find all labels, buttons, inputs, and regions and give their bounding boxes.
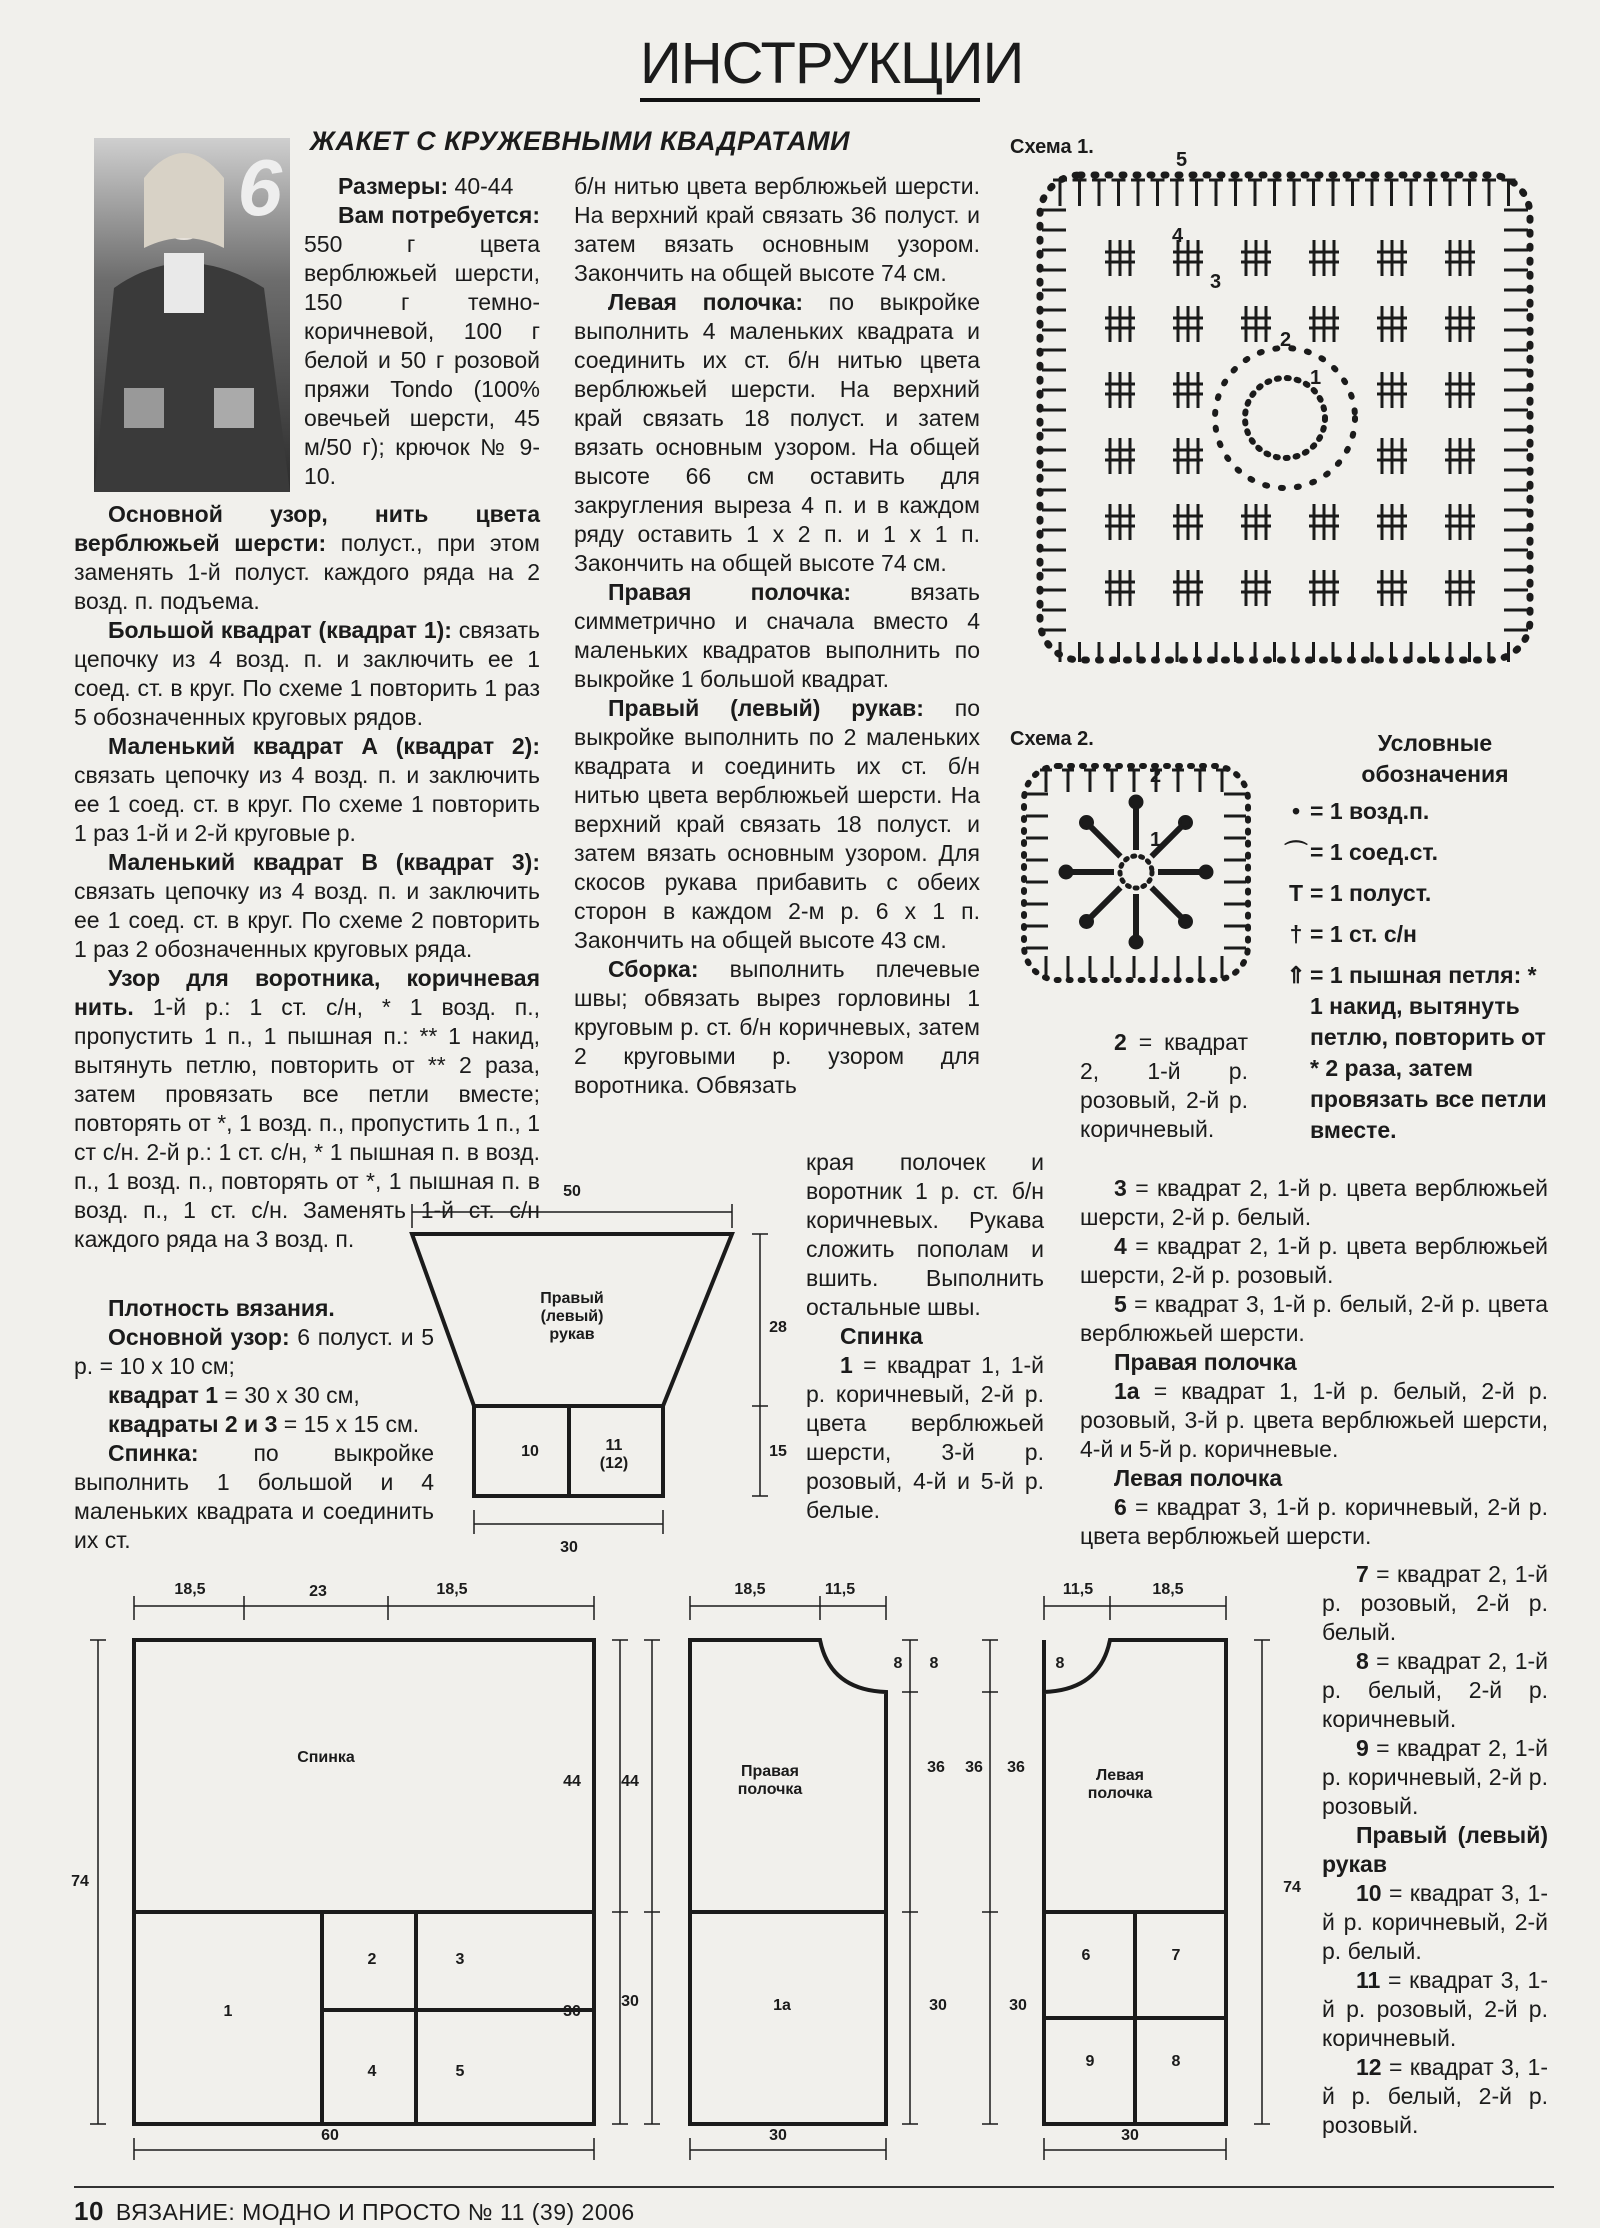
paragraph-heading: Правая полочка: (608, 579, 852, 605)
sleeve-sq-b2: (12) (599, 1455, 629, 1472)
paragraph-heading: Вам потребуется: (338, 202, 540, 228)
paragraph-text: края полочек и воротник 1 р. ст. б/н коричневых. Рукава сложить пополам и вшить. Выполнить остальные швы. (806, 1149, 1044, 1320)
paragraph-text: по выкройке выполнить по 2 маленьких квадрата и соединить их ст. б/н нитью цвета верблюжьей шерсти. На верхний край связать 18 полуст. и затем вязать основным узором. Для скосов рукава прибавить с обеих сторон в каждом 2-м р. 6 x 1 п. Закончить на общей высоте 43 см. (574, 695, 980, 953)
paragraph-heading: Большой квадрат (квадрат 1): (108, 617, 452, 643)
paragraph-text: 1-й р.: 1 ст. с/н, * 1 возд. п., пропустить 1 п., 1 пышная п.: ** 1 накид, вытянуть петлю, повторить от ** 2 раза, затем провязать все петли вместе; повторять от *, 1 возд. п., пропустить 1 п., 1 ст с/н. 2-й р.: 1 ст. с/н, * 1 пышная п. в возд. п., 1 возд. п., повторять от *, 1 пышная п. в возд. п., 1 ст. с/н. Заменять 1-й ст. с/н каждого ряда на 3 возд. п. (74, 994, 540, 1252)
paragraph-text: по выкройке выполнить 1 большой и 4 маленьких квадрата и соединить их ст. (74, 1440, 434, 1553)
paragraph-text: = квадрат 1, 1-й р. белый, 2-й р. розовый, 3-й р. цвета верблюжьей шерсти, 4-й и 5-й р. коричневые. (1080, 1378, 1548, 1462)
paragraph-heading: Спинка: (108, 1440, 199, 1466)
scheme-2-label: Схема 2. (1010, 728, 1094, 750)
left-front-sq-7: 7 (1171, 1947, 1181, 1964)
left-front-h-lower: 30 (1009, 1997, 1027, 2014)
paragraph-text: = квадрат 2, 1-й р. розовый, 2-й р. коричневый. (1080, 1029, 1248, 1142)
left-front-bottom: 30 (1121, 2127, 1139, 2144)
scheme-1-row-2: 2 (1280, 329, 1292, 351)
paragraph-heading: 11 (1356, 1967, 1381, 1993)
paragraph-text: связать цепочку из 4 возд. п. и заключить ее 1 соед. ст. в круг. По схеме 2 повторить 1 раз 2 обозначенных круговых ряда. (74, 878, 540, 962)
paragraph-heading: Маленький квадрат В (квадрат 3): (108, 849, 540, 875)
paragraph-heading: 3 (1114, 1175, 1127, 1201)
paragraph-heading: Правая полочка (1114, 1349, 1297, 1375)
scheme-1-row-3: 3 (1210, 271, 1222, 293)
paragraph-heading: Спинка (840, 1323, 923, 1349)
paragraph-heading: 4 (1114, 1233, 1127, 1259)
paragraph-heading: Плотность вязания. (108, 1295, 335, 1321)
paragraph-heading: 5 (1114, 1291, 1127, 1317)
magazine-title: ВЯЗАНИЕ: МОДНО И ПРОСТО № 11 (39) 2006 (115, 2199, 635, 2225)
back-label: Спинка (297, 1749, 355, 1766)
right-front-neck-2: 8 (893, 1655, 903, 1672)
right-front-neck: 8 (929, 1655, 939, 1672)
legend-title: Условные обозначения (1361, 730, 1509, 787)
scheme-2-row-2: 2 (1150, 765, 1162, 787)
footer-rule (74, 2186, 1554, 2188)
right-front-label-2: полочка (737, 1781, 803, 1798)
left-front-neck: 8 (1055, 1655, 1065, 1672)
scheme-1-row-5: 5 (1176, 150, 1188, 171)
sleeve-sq-b: 11 (605, 1437, 623, 1454)
sleeve-pattern (412, 1204, 768, 1534)
paragraph-text: связать цепочку из 4 возд. п. и заключить ее 1 соед. ст. в круг. По схеме 1 повторить 1 раз 1-й и 2-й круговые р. (74, 762, 540, 846)
paragraph-text: = квадрат 3, 1-й р. белый, 2-й р. цвета верблюжьей шерсти. (1080, 1291, 1548, 1346)
left-front-w2: 18,5 (1152, 1581, 1184, 1598)
legend-text: = 1 пышная петля: * 1 накид, вытянуть петлю, повторить от * 2 раза, затем провязать все петли вместе. (1310, 962, 1547, 1143)
paragraph-text: = квадрат 2, 1-й р. белый, 2-й р. коричневый. (1322, 1648, 1548, 1732)
right-front-h-lower: 30 (621, 1993, 639, 2010)
paragraph-text: полуст., при этом заменять 1-й полуст. каждого ряда на 2 возд. п. подъема. (74, 530, 540, 614)
back-h-upper: 44 (563, 1773, 581, 1790)
paragraph-heading: Размеры: (338, 173, 449, 199)
legend-symbol: T (1288, 880, 1304, 906)
back-w2: 23 (309, 1583, 327, 1600)
paragraph-text: б/н нитью цвета верблюжьей шерсти. На верхний край связать 36 полуст. и затем вязать основным узором. Закончить на общей высоте 74 см. (574, 173, 980, 286)
back-w1: 18,5 (174, 1581, 206, 1598)
sleeve-top-dim: 50 (563, 1183, 581, 1200)
paragraph-heading: 1 (840, 1352, 853, 1378)
paragraph-heading: 6 (1114, 1494, 1127, 1520)
sleeve-h-lower: 15 (769, 1443, 787, 1460)
article-title: ЖАКЕТ С КРУЖЕВНЫМИ КВАДРАТАМИ (310, 126, 850, 156)
paragraph-heading: Левая полочка: (608, 289, 804, 315)
paragraph-text: 40-44 (448, 173, 514, 199)
legend-text: = 1 соед.ст. (1310, 839, 1439, 865)
left-front-sq-6: 6 (1081, 1947, 1091, 1964)
paragraph-heading: Основной узор, нить цвета верблюжьей шерсти: (74, 501, 540, 556)
left-front-pattern (982, 1596, 1270, 2160)
right-front-w2: 11,5 (824, 1581, 856, 1598)
paragraph-heading: 9 (1356, 1735, 1369, 1761)
scheme-1-row-1: 1 (1310, 367, 1322, 389)
right-front-h-mid: 36 (927, 1759, 945, 1776)
back-sq-3: 3 (455, 1951, 465, 1968)
paragraph-heading: Левая полочка (1114, 1465, 1283, 1491)
right-front-h-lower-2: 30 (929, 1997, 947, 2014)
paragraph-text: = квадрат 3, 1-й р. белый, 2-й р. розовый. (1322, 2054, 1548, 2138)
paragraph-heading: Правый (левый) рукав: (608, 695, 924, 721)
paragraph-text: связать цепочку из 4 возд. п. и заключить ее 1 соед. ст. в круг. По схеме 1 повторить 1 раз 5 обозначенных круговых рядов. (74, 617, 541, 730)
paragraph-text: = квадрат 3, 1-й р. коричневый, 2-й р. цвета верблюжьей шерсти. (1080, 1494, 1548, 1549)
scheme-1-label: Схема 1. (1010, 136, 1094, 158)
legend-text: = 1 возд.п. (1310, 798, 1430, 824)
left-front-sq-9: 9 (1085, 2053, 1095, 2070)
scheme-1-row-4: 4 (1172, 225, 1184, 247)
paragraph-text: = 15 x 15 см. (277, 1411, 420, 1437)
legend-symbol: ⇑ (1286, 962, 1306, 988)
paragraph-heading: Правый (левый) рукав (1322, 1822, 1548, 1877)
paragraph-text: = квадрат 2, 1-й р. цвета верблюжьей шерсти, 2-й р. розовый. (1080, 1233, 1548, 1288)
paragraph-heading: Сборка: (608, 956, 699, 982)
left-front-w1: 11,5 (1062, 1581, 1094, 1598)
paragraph-text: вязать симметрично и сначала вместо 4 маленьких квадратов выполнить по выкройке 1 большой квадрат. (574, 579, 980, 692)
paragraph-heading: Узор для воротника, коричневая нить. (74, 965, 540, 1020)
paragraph-heading: 12 (1356, 2054, 1382, 2080)
scheme-2-row-1: 1 (1150, 829, 1162, 851)
right-front-pattern (644, 1596, 918, 2160)
right-front-h-upper: 44 (621, 1773, 639, 1790)
left-front-sq-8: 8 (1171, 2053, 1181, 2070)
left-front-label-1: Левая (1096, 1767, 1144, 1784)
paragraph-heading: Маленький квадрат А (квадрат 2): (108, 733, 540, 759)
legend-text: = 1 полуст. (1310, 880, 1432, 906)
left-front-h-total: 74 (1283, 1879, 1301, 1896)
paragraph-heading: 8 (1356, 1648, 1369, 1674)
sleeve-sq-a: 10 (521, 1443, 539, 1460)
paragraph-heading: 10 (1356, 1880, 1382, 1906)
back-bottom: 60 (321, 2127, 339, 2144)
paragraph-text: = 30 x 30 см, (218, 1382, 360, 1408)
paragraph-text: выполнить плечевые швы; обвязать вырез горловины 1 круговым р. ст. б/н коричневых, затем 2 круговыми р. узором для воротника. Обвязать (574, 956, 980, 1098)
paragraph-heading: квадраты 2 и 3 (108, 1411, 278, 1437)
article-number: 6 (237, 143, 282, 232)
right-front-w1: 18,5 (734, 1581, 766, 1598)
paragraph-heading: Основной узор: (108, 1324, 290, 1350)
right-front-bottom: 30 (769, 2127, 787, 2144)
back-h-total: 74 (71, 1873, 89, 1890)
sleeve-bottom-dim: 30 (560, 1539, 578, 1556)
paragraph-text: 550 г цвета верблюжьей шерсти, 150 г темно-коричневой, 100 г белой и 50 г розовой пряжи Tondo (100% овечьей шерсти, 45 м/50 г); крючок № 9-10. (304, 231, 540, 489)
legend-text: = 1 ст. с/н (1310, 921, 1417, 947)
left-front-h-mid: 36 (965, 1759, 983, 1776)
right-front-label-1: Правая (740, 1763, 800, 1780)
legend-symbol: ⌒ (1284, 839, 1308, 865)
right-front-sq: 1a (773, 1997, 791, 2014)
legend-symbol: † (1289, 921, 1303, 947)
left-front-label-2: полочка (1087, 1785, 1153, 1802)
back-sq-5: 5 (455, 2063, 465, 2080)
footer (74, 2196, 635, 2227)
paragraph-heading: квадрат 1 (108, 1382, 219, 1408)
left-front-h-mid-2: 36 (1007, 1759, 1025, 1776)
page-number: 10 (74, 2196, 104, 2226)
legend-symbol: • (1291, 798, 1301, 824)
paragraph-text: 6 полуст. и 5 р. = 10 x 10 см; (74, 1324, 434, 1379)
sleeve-h-upper: 28 (769, 1319, 787, 1336)
sleeve-label-1: Правый (левый) рукав (540, 1290, 604, 1343)
paragraph-text: = квадрат 2, 1-й р. цвета верблюжьей шерсти, 2-й р. белый. (1080, 1175, 1548, 1230)
page-title: ИНСТРУКЦИИ (640, 34, 980, 102)
paragraph-heading: 1a (1114, 1378, 1140, 1404)
back-sq-4: 4 (367, 2063, 377, 2080)
paragraph-text: = квадрат 3, 1-й р. розовый, 2-й р. коричневый. (1322, 1967, 1548, 2051)
back-h-lower: 30 (563, 2003, 581, 2020)
paragraph-text: = квадрат 2, 1-й р. коричневый, 2-й р. розовый. (1322, 1735, 1548, 1819)
back-w3: 18,5 (436, 1581, 468, 1598)
paragraph-text: = квадрат 2, 1-й р. розовый, 2-й р. белый. (1322, 1561, 1548, 1645)
paragraph-text: = квадрат 3, 1-й р. коричневый, 2-й р. белый. (1322, 1880, 1548, 1964)
paragraph-heading: 2 (1114, 1029, 1127, 1055)
back-sq-1: 1 (223, 2003, 233, 2020)
paragraph-text: = квадрат 1, 1-й р. коричневый, 2-й р. цвета верблюжьей шерсти, 3-й р. розовый, 4-й и 5-й р. белые. (806, 1352, 1044, 1523)
back-pattern (90, 1596, 628, 2160)
back-sq-2: 2 (367, 1951, 377, 1968)
paragraph-text: по выкройке выполнить 4 маленьких квадрата и соединить их ст. б/н нитью цвета верблюжьей шерсти. На верхний край связать 18 полуст. и затем вязать основным узором. На общей высоте 66 см оставить для закругления выреза 4 п. и в каждом ряду оставить 1 x 2 п. и 1 x 1 п. Закончить на общей высоте 74 см. (574, 289, 980, 576)
paragraph-heading: 7 (1356, 1561, 1369, 1587)
